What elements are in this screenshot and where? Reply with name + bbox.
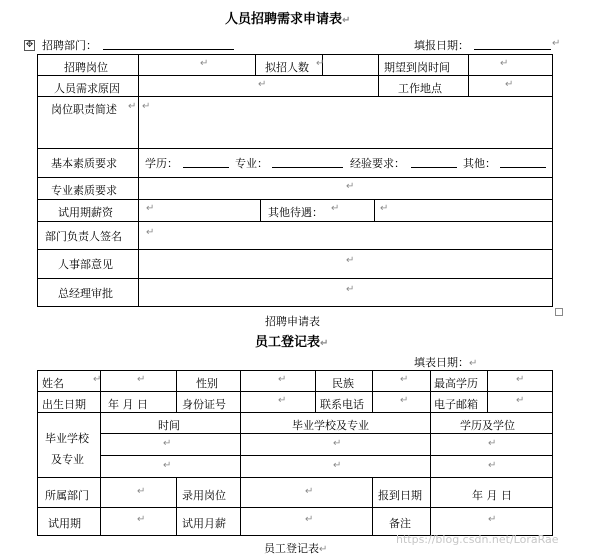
report-date-label: 报到日期 [378, 489, 422, 502]
watermark: https://blog.csdn.net/LoraRae [396, 533, 559, 546]
recruit-dept-label: 招聘部门： [42, 39, 97, 52]
gender-label: 性别 [196, 377, 218, 390]
school-row1-degree[interactable]: ↵ [488, 438, 497, 449]
school-major-header: 毕业学校及专业 [292, 419, 369, 432]
form2-title: 员工登记表↵ [255, 335, 329, 350]
duties-cell[interactable]: ↵ [142, 101, 151, 112]
school-row2-degree[interactable]: ↵ [488, 460, 497, 471]
hr-opinion-label: 人事部意见 [58, 258, 113, 271]
planned-count-label: 拟招人数 [265, 61, 309, 74]
experience-label: 经验要求： [350, 157, 405, 170]
name-label: 姓名 [42, 377, 64, 390]
time-header: 时间 [158, 419, 180, 432]
experience-field[interactable] [411, 155, 457, 168]
duties-label: 岗位职责简述 [51, 103, 117, 116]
duties-mark: ↵ [128, 101, 137, 112]
school-label-line2: 及专业 [51, 453, 84, 466]
gm-approval-label: 总经理审批 [58, 287, 113, 300]
fill-date-field[interactable] [474, 37, 551, 50]
other-benefits-mark: ↵ [331, 203, 340, 214]
birth-date-value[interactable]: 年 月 日 [108, 398, 148, 411]
department-label: 所属部门 [45, 489, 89, 502]
name-cell[interactable]: ↵ [137, 374, 146, 385]
basic-quality-label: 基本素质要求 [51, 157, 117, 170]
other-label: 其他： [463, 157, 496, 170]
education-field[interactable] [183, 155, 229, 168]
email-label: 电子邮箱 [434, 398, 478, 411]
phone-cell[interactable]: ↵ [400, 395, 409, 406]
hr-opinion-cell[interactable]: ↵ [346, 255, 355, 266]
hired-position-cell[interactable]: ↵ [305, 486, 314, 497]
professional-quality-label: 专业素质要求 [51, 184, 117, 197]
expected-time-label: 期望到岗时间 [384, 61, 450, 74]
remarks-label: 备注 [389, 517, 411, 530]
recruit-dept-field[interactable] [103, 37, 234, 50]
form2-date-label: 填表日期：↵ [414, 356, 478, 369]
table-move-handle-icon[interactable]: ✥ [25, 40, 34, 50]
email-cell[interactable]: ↵ [516, 395, 525, 406]
id-number-cell[interactable]: ↵ [278, 395, 287, 406]
location-label: 工作地点 [398, 82, 442, 95]
phone-label: 联系电话 [320, 398, 364, 411]
form1-title: 人员招聘需求申请表↵ [225, 12, 351, 27]
degree-header: 学历及学位 [460, 419, 515, 432]
other-benefits-label: 其他待遇： [268, 206, 323, 219]
location-cell[interactable]: ↵ [505, 79, 514, 90]
school-label-line1: 毕业学校 [45, 432, 89, 445]
fill-date-label: 填报日期： [414, 39, 469, 52]
education-label: 学历： [145, 157, 178, 170]
reason-cell[interactable]: ↵ [258, 79, 267, 90]
highest-education-label: 最高学历 [434, 377, 478, 390]
form2-caption: 员工登记表↵ [264, 542, 328, 555]
remarks-cell[interactable]: ↵ [488, 514, 497, 525]
id-number-label: 身份证号 [182, 398, 226, 411]
report-date-value[interactable]: 年 月 日 [472, 489, 512, 502]
department-cell[interactable]: ↵ [137, 486, 146, 497]
position-cell[interactable]: ↵ [200, 58, 209, 69]
ethnicity-cell[interactable]: ↵ [400, 374, 409, 385]
expected-time-cell[interactable]: ↵ [500, 58, 509, 69]
reason-label: 人员需求原因 [54, 82, 120, 95]
dept-head-sign-label: 部门负责人签名 [45, 230, 122, 243]
name-mark: ↵ [93, 374, 102, 385]
birth-date-label: 出生日期 [42, 398, 86, 411]
planned-count-cell[interactable]: ↵ [316, 58, 325, 69]
gender-cell[interactable]: ↵ [278, 374, 287, 385]
paragraph-mark: ↵ [552, 38, 561, 49]
trial-salary-cell[interactable]: ↵ [146, 203, 155, 214]
gm-approval-cell[interactable]: ↵ [346, 284, 355, 295]
school-row1-time[interactable]: ↵ [163, 438, 172, 449]
other-benefits-cell[interactable]: ↵ [380, 203, 389, 214]
school-row1-school[interactable]: ↵ [333, 438, 342, 449]
hired-position-label: 录用岗位 [182, 489, 226, 502]
form1-caption: 招聘申请表 [265, 315, 320, 328]
other-field[interactable] [500, 155, 546, 168]
trial-salary-label: 试用期薪资 [58, 206, 113, 219]
major-field[interactable] [272, 155, 343, 168]
school-row2-school[interactable]: ↵ [333, 460, 342, 471]
dept-head-sign-cell[interactable]: ↵ [146, 227, 155, 238]
probation-salary-cell[interactable]: ↵ [305, 514, 314, 525]
school-row2-time[interactable]: ↵ [163, 460, 172, 471]
position-label: 招聘岗位 [64, 61, 108, 74]
probation-salary-label: 试用月薪 [182, 517, 226, 530]
professional-quality-cell[interactable]: ↵ [346, 181, 355, 192]
probation-cell[interactable]: ↵ [137, 514, 146, 525]
major-label: 专业： [235, 157, 268, 170]
probation-label: 试用期 [48, 517, 81, 530]
highest-education-cell[interactable]: ↵ [516, 374, 525, 385]
table-resize-handle-icon[interactable] [555, 308, 563, 316]
ethnicity-label: 民族 [332, 377, 354, 390]
